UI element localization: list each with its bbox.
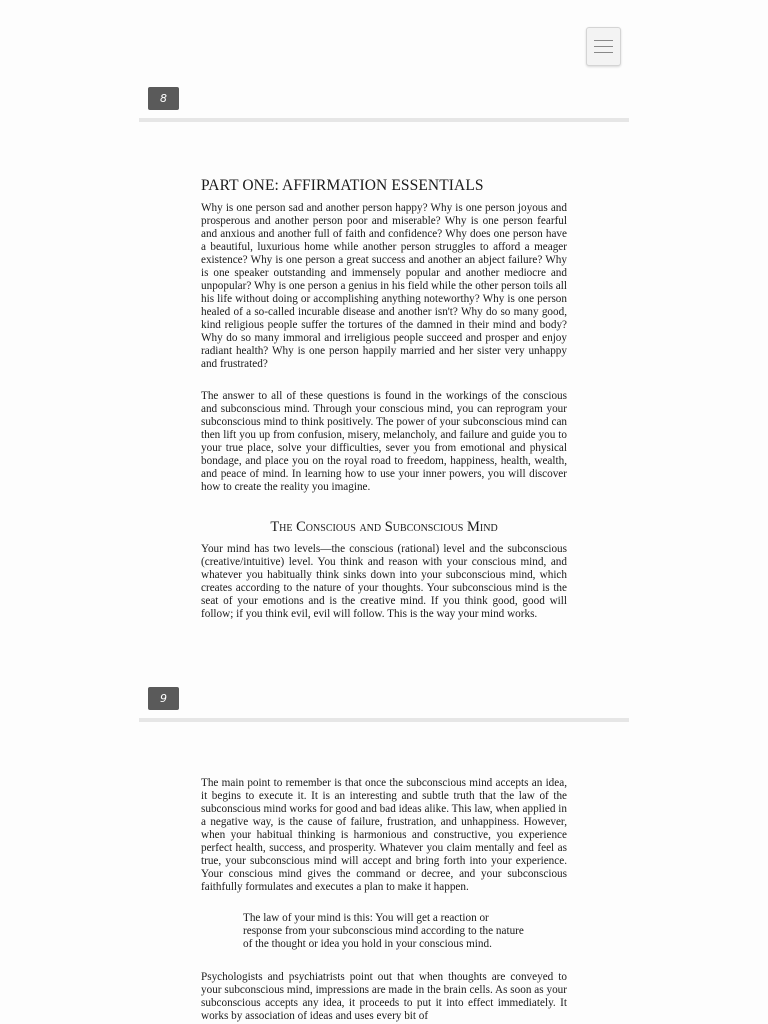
body-paragraph (201, 543, 567, 621)
body-paragraph (201, 202, 567, 371)
page-number-badge: 8 (148, 87, 179, 110)
page-separator (139, 118, 629, 122)
body-paragraph (201, 777, 567, 894)
block-quote: The law of your mind is this: You will get a reaction or response from your subconscious mind according to the nature of the thought or idea you hold in your conscious mind. (243, 912, 524, 950)
hamburger-menu-icon (594, 40, 613, 41)
section-heading: The Conscious and Subconscious Mind (270, 519, 498, 535)
body-paragraph (201, 390, 567, 494)
paragraph-text: The answer to all of these questions is found in the workings of the conscious and subconscious mind. Through your conscious mind, you can reprogram your subconscious mind to think positively. The power of your subconscious mind can then lift you up from confusion, misery, melancholy, and failure and guide you to your true place, solve your difficulties, sever you from emotional and physical bondage, and place you on the royal road to freedom, happiness, health, wealth, and peace of mind. In learning how to use your inner powers, you will discover how to create the reality you imagine. (201, 390, 567, 493)
chapter-heading: PART ONE: AFFIRMATION ESSENTIALS (201, 177, 484, 194)
paragraph-text: Psychologists and psychiatrists point out that when thoughts are conveyed to your subconscious mind, impressions are made in the brain cells. As soon as your subconscious accepts any idea, it proceeds to put it into effect immediately. It works by association of ideas and uses every bit of (201, 971, 567, 1022)
body-paragraph (201, 971, 567, 1023)
menu-button[interactable] (586, 27, 621, 66)
hamburger-menu-icon-bar (594, 46, 613, 47)
paragraph-text: The main point to remember is that once the subconscious mind accepts an idea, it begins to execute it. It is an interesting and subtle truth that the law of the subconscious mind works for good and bad ideas alike. This law, when applied in a negative way, is the cause of failure, frustration, and unhappiness. However, when your habitual thinking is harmonious and constructive, you experience perfect health, success, and prosperity. Whatever you claim mentally and feel as true, your subconscious mind will accept and bring forth into your experience. Your conscious mind gives the command or decree, and your subconscious faithfully formulates and executes a plan to make it happen. (201, 777, 567, 893)
paragraph-text: Your mind has two levels—the conscious (rational) level and the subconscious (creative/intuitive) level. You think and reason with your conscious mind, and whatever you habitually think sinks down into your subconscious mind, which creates according to the nature of your thoughts. Your subconscious mind is the seat of your emotions and is the creative mind. If you think good, good will follow; if you think evil, evil will follow. This is the way your mind works. (201, 543, 567, 620)
page-number-badge: 9 (148, 687, 179, 710)
page-separator (139, 718, 629, 722)
paragraph-text: Why is one person sad and another person happy? Why is one person joyous and prosperous and another person poor and miserable? Why is one person fearful and anxious and another full of faith and confidence? Why does one person have a beautiful, luxurious home while another person struggles to afford a meager existence? Why is one person a great success and another an abject failure? Why is one speaker outstanding and immensely popular and another mediocre and unpopular? Why is one person a genius in his field while the other person toils all his life without doing or accomplishing anything noteworthy? Why is one person healed of a so-called incurable disease and another isn't? Why do so many good, kind religious people suffer the tortures of the damned in their mind and body? Why do so many immoral and irreligious people succeed and prosper and enjoy radiant health? Why is one person happily married and her sister very unhappy and frustrated? (201, 202, 567, 370)
hamburger-menu-icon-bar (594, 52, 613, 53)
